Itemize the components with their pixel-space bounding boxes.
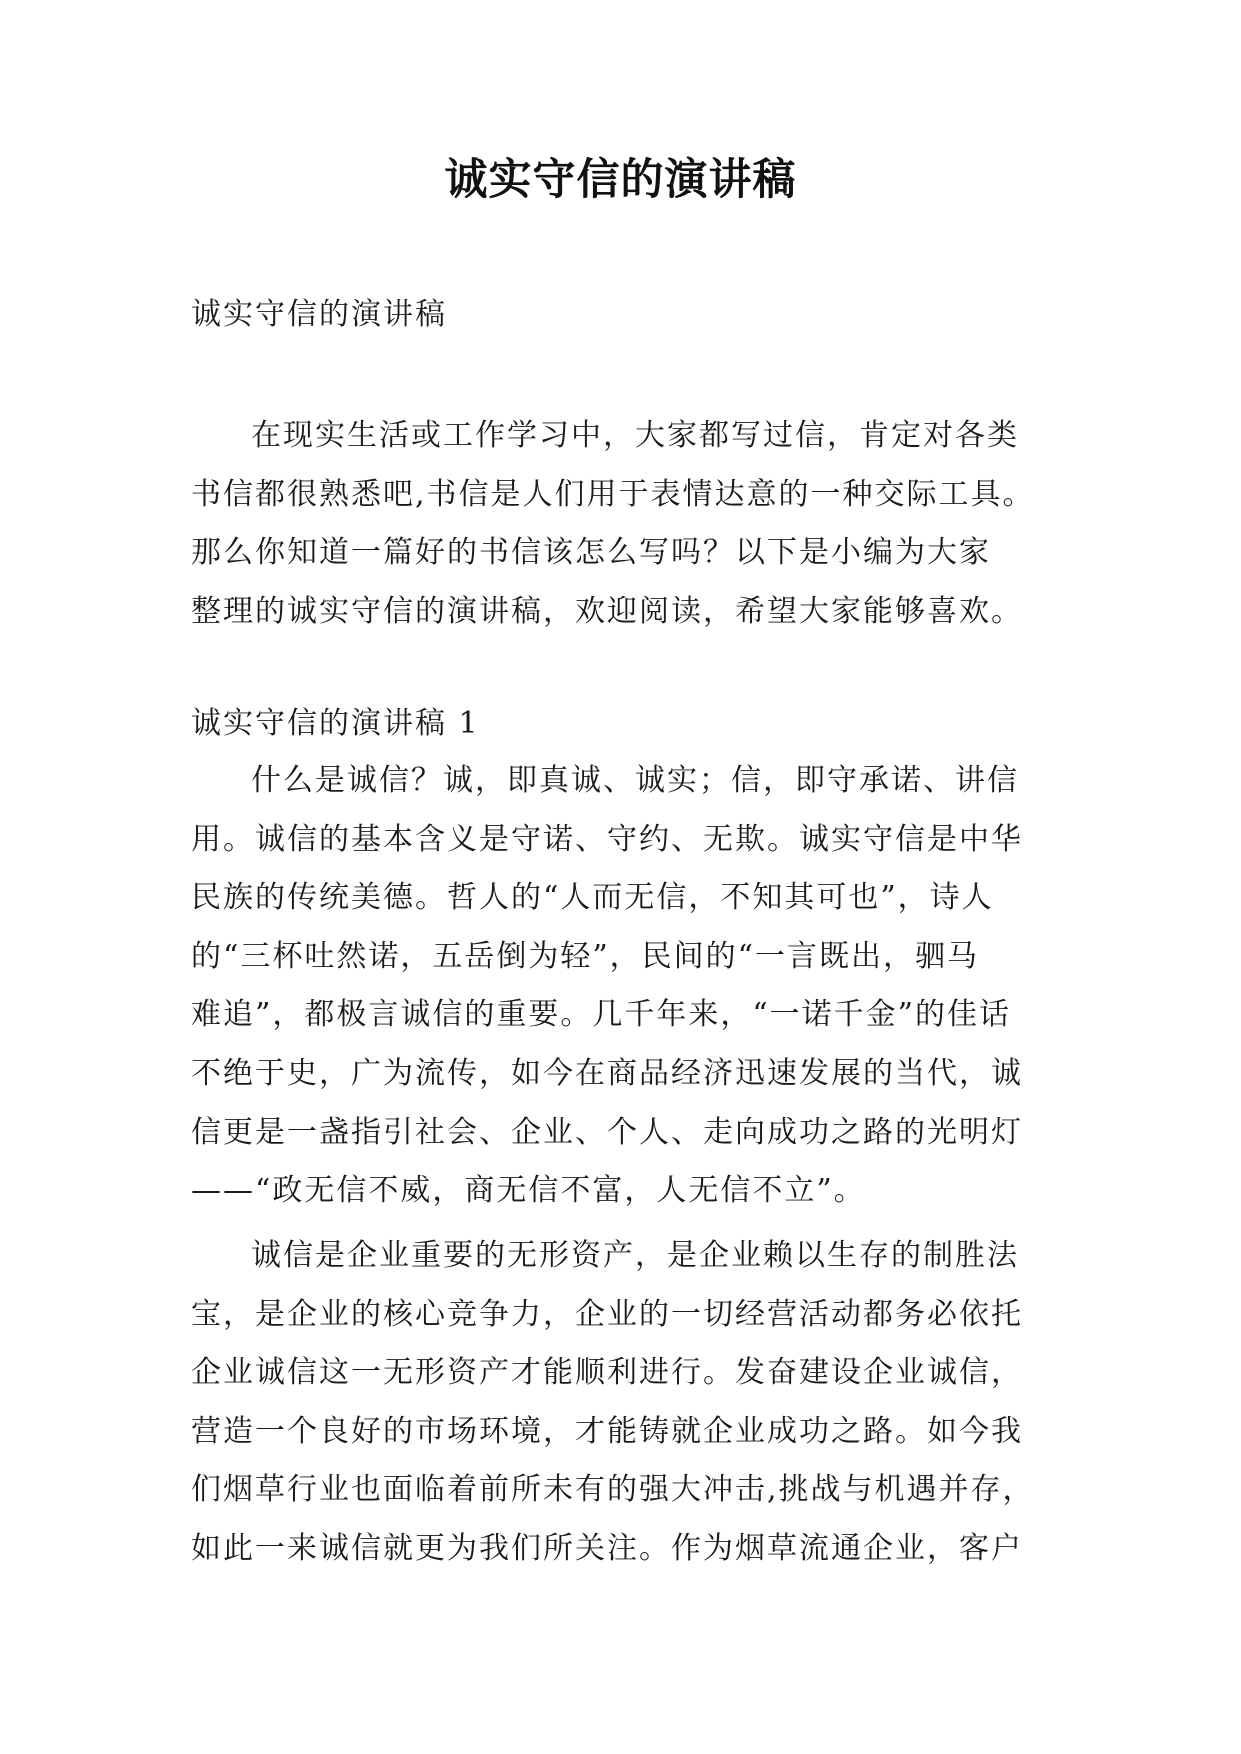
body-paragraph-1 bbox=[191, 752, 1061, 1221]
paragraph-line: 营造一个良好的市场环境，才能铸就企业成功之路。如今我 bbox=[191, 1413, 1023, 1449]
paragraph-line: ——“政无信不威，商无信不富，人无信不立”。 bbox=[191, 1173, 866, 1209]
paragraph-line: 信更是一盏指引社会、企业、个人、走向成功之路的光明灯 bbox=[191, 1114, 1023, 1150]
body-paragraph-2 bbox=[191, 1227, 1061, 1579]
intro-line: 整理的诚实守信的演讲稿，欢迎阅读，希望大家能够喜欢。 bbox=[191, 593, 1023, 629]
paragraph-line: 们烟草行业也面临着前所未有的强大冲击,挑战与机遇并存， bbox=[191, 1472, 1035, 1508]
paragraph-line: 宝，是企业的核心竞争力，企业的一切经营活动都务必依托 bbox=[191, 1296, 1023, 1332]
intro-paragraph-text bbox=[191, 407, 1061, 641]
paragraph-line: 不绝于史，广为流传，如今在商品经济迅速发展的当代，诚 bbox=[191, 1055, 1023, 1091]
body-paragraph-1-text bbox=[191, 752, 1061, 1221]
document-subtitle bbox=[191, 286, 1061, 345]
intro-line: 书信都很熟悉吧,书信是人们用于表情达意的一种交际工具。 bbox=[191, 476, 1035, 512]
paragraph-line: 难追”，都极言诚信的重要。几千年来，“一诺千金”的佳话 bbox=[191, 997, 1012, 1033]
paragraph-line: 诚信是企业重要的无形资产，是企业赖以生存的制胜法 bbox=[251, 1238, 1019, 1273]
paragraph-line: 的“三杯吐然诺，五岳倒为轻”，民间的“一言既出，驷马 bbox=[191, 938, 980, 974]
paragraph-line: 如此一来诚信就更为我们所关注。作为烟草流通企业，客户 bbox=[191, 1530, 1023, 1566]
paragraph-line: 什么是诚信？诚，即真诚、诚实；信，即守承诺、讲信 bbox=[251, 763, 1019, 798]
intro-line: 那么你知道一篇好的书信该怎么写吗？以下是小编为大家 bbox=[191, 535, 991, 571]
section-heading bbox=[191, 695, 1061, 754]
subtitle-text: 诚实守信的演讲稿 bbox=[191, 297, 447, 332]
paragraph-line: 企业诚信这一无形资产才能顺利进行。发奋建设企业诚信， bbox=[191, 1355, 1023, 1391]
paragraph-line: 用。诚信的基本含义是守诺、守约、无欺。诚实守信是中华 bbox=[191, 821, 1023, 857]
document-title: 诚实守信的演讲稿 bbox=[444, 155, 797, 205]
intro-paragraph bbox=[191, 407, 1061, 641]
intro-line: 在现实生活或工作学习中，大家都写过信，肯定对各类 bbox=[251, 418, 1019, 453]
paragraph-line: 民族的传统美德。哲人的“人而无信，不知其可也”，诗人 bbox=[191, 880, 994, 916]
body-paragraph-2-text bbox=[191, 1227, 1061, 1579]
section-heading-text: 诚实守信的演讲稿 1 bbox=[191, 706, 480, 741]
